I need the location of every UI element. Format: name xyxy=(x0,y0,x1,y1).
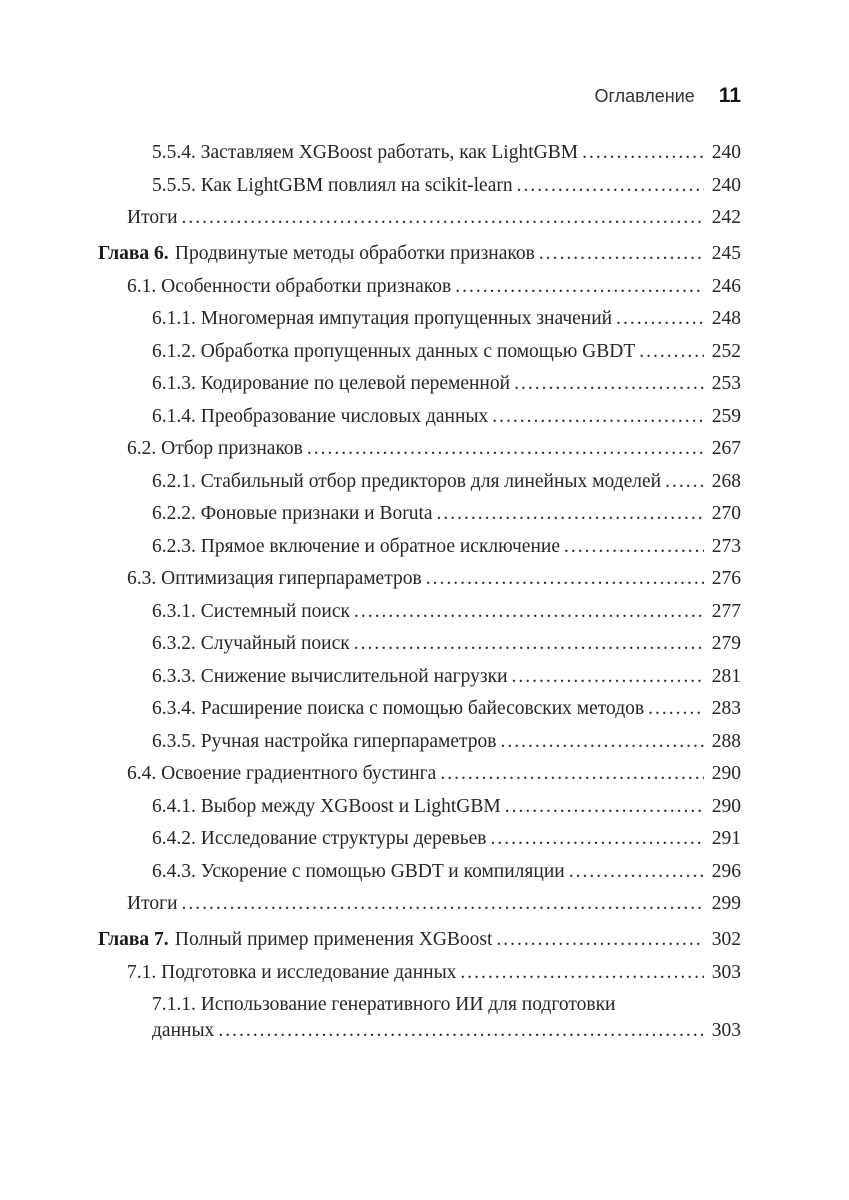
toc-entry-page: 290 xyxy=(711,763,741,784)
toc-entry xyxy=(98,207,741,229)
toc-entry xyxy=(98,731,741,753)
toc-entry xyxy=(98,175,741,197)
toc-entry xyxy=(98,698,741,720)
toc-entry-title: 6.2.1. Стабильный отбор предикторов для линейных моделей xyxy=(152,470,662,492)
toc-entry xyxy=(98,893,741,915)
dot-leader xyxy=(514,373,704,395)
dot-leader xyxy=(569,861,704,883)
toc-entry-title: 6.4.1. Выбор между XGBoost и LightGBM xyxy=(152,795,501,817)
toc-entry-title: 6.1.3. Кодирование по целевой переменной xyxy=(152,373,511,394)
toc-entry-title: 6.3.3. Снижение вычислительной нагрузки xyxy=(152,665,508,687)
dot-leader xyxy=(505,796,704,818)
toc-entry-page: 259 xyxy=(711,405,741,427)
toc-entry xyxy=(98,142,741,164)
toc-entry-page: 291 xyxy=(711,828,741,849)
toc-entry-title: 6.2. Отбор признаков xyxy=(127,438,303,459)
toc-entry-line1 xyxy=(152,994,741,1016)
toc-entry-page: 252 xyxy=(711,340,741,362)
toc-entry-title: 6.1.1. Многомерная импутация пропущенных значений xyxy=(152,308,613,329)
toc-entry xyxy=(98,994,741,1042)
toc-entry-page: 242 xyxy=(711,207,741,228)
running-head-page-number: 11 xyxy=(718,84,741,107)
dot-leader xyxy=(564,536,704,558)
toc-entry-page: 303 xyxy=(711,1020,741,1041)
toc-entry-title: 5.5.4. Заставляем XGBoost работать, как LightGBM xyxy=(152,142,579,163)
toc-entry-page: 240 xyxy=(711,142,741,163)
toc-entry xyxy=(98,243,741,265)
toc-entry-page: 268 xyxy=(711,470,741,492)
toc-entry-title: 6.1. Особенности обработки признаков xyxy=(127,275,452,297)
dot-leader xyxy=(512,666,704,688)
toc-entry-title: 6.2.3. Прямое включение и обратное исключение xyxy=(152,535,560,557)
toc-entry xyxy=(98,633,741,655)
toc-entry-page: 299 xyxy=(711,893,741,914)
chapter-prefix: Глава 7. xyxy=(98,929,169,950)
toc-entry-page: 276 xyxy=(711,568,741,589)
dot-leader xyxy=(426,568,704,590)
dot-leader xyxy=(491,828,704,850)
toc-entry-title: 6.3.4. Расширение поиска с помощью байесовских методов xyxy=(152,698,645,719)
toc-entry-title: 6.2.2. Фоновые признаки и Boruta xyxy=(152,503,433,524)
running-head xyxy=(98,84,741,108)
toc-entry xyxy=(98,861,741,883)
toc-entry xyxy=(98,763,741,785)
toc-entry xyxy=(98,373,741,395)
dot-leader xyxy=(182,893,704,915)
toc-entry-page: 288 xyxy=(711,730,741,752)
toc-entry-page: 240 xyxy=(711,174,741,196)
toc-entry-page: 296 xyxy=(711,860,741,882)
toc-entry-page: 253 xyxy=(711,373,741,394)
toc-entry-title: 6.3.2. Случайный поиск xyxy=(152,633,350,654)
dot-leader xyxy=(639,341,704,363)
toc-entry-title: Итоги xyxy=(127,893,178,914)
dot-leader xyxy=(616,308,704,330)
toc-entry-page: 277 xyxy=(711,600,741,622)
dot-leader xyxy=(582,142,704,164)
toc-entry-title: 6.1.2. Обработка пропущенных данных с помощью GBDT xyxy=(152,340,636,362)
dot-leader xyxy=(500,731,704,753)
toc-entry xyxy=(98,276,741,298)
toc-entry-title: 6.4.2. Исследование структуры деревьев xyxy=(152,828,487,849)
toc-entry xyxy=(98,666,741,688)
toc-entry xyxy=(98,962,741,984)
toc-entry-page: 279 xyxy=(711,633,741,654)
toc-entry-title-continued: данных xyxy=(152,1020,215,1041)
toc-entry xyxy=(98,796,741,818)
toc-entry xyxy=(98,406,741,428)
dot-leader xyxy=(354,633,704,655)
toc-entry-title: 6.1.4. Преобразование числовых данных xyxy=(152,405,489,427)
toc-entry xyxy=(98,568,741,590)
dot-leader xyxy=(182,207,704,229)
dot-leader xyxy=(218,1020,704,1042)
toc-entry xyxy=(98,828,741,850)
toc-entry-page: 283 xyxy=(711,698,741,719)
running-head-title: Оглавление xyxy=(594,86,695,106)
toc-entry xyxy=(98,929,741,951)
dot-leader xyxy=(440,763,704,785)
toc-entry xyxy=(98,503,741,525)
toc-entry-title: 6.3. Оптимизация гиперпараметров xyxy=(127,568,422,589)
toc-entry-title: Продвинутые методы обработки признаков xyxy=(174,243,535,264)
toc-entry-title: 6.3.1. Системный поиск xyxy=(152,600,350,622)
toc-entry-title: 5.5.5. Как LightGBM повлиял на scikit-learn xyxy=(152,174,513,196)
toc-entry xyxy=(98,341,741,363)
toc-entry-page: 290 xyxy=(711,795,741,817)
toc-entry xyxy=(98,471,741,493)
toc-entry-page: 248 xyxy=(711,308,741,329)
toc-entry-title: 7.1. Подготовка и исследование данных xyxy=(127,961,457,983)
dot-leader xyxy=(354,601,704,623)
dot-leader xyxy=(496,929,704,951)
toc-entry xyxy=(98,601,741,623)
toc-entry-title: 6.4.3. Ускорение с помощью GBDT и компиляции xyxy=(152,860,565,882)
toc-entry-title: Полный пример применения XGBoost xyxy=(174,929,493,950)
dot-leader xyxy=(455,276,704,298)
chapter-prefix: Глава 6. xyxy=(98,243,169,264)
toc-entry-page: 246 xyxy=(711,275,741,297)
dot-leader xyxy=(517,175,704,197)
toc-entry-title: 7.1.1. Использование генеративного ИИ для подготовки xyxy=(152,994,616,1015)
toc-entry-page: 281 xyxy=(711,665,741,687)
toc-entry-page: 245 xyxy=(711,243,741,264)
toc-entry-page: 267 xyxy=(711,438,741,459)
toc-entry xyxy=(98,536,741,558)
toc-entry-page: 302 xyxy=(711,929,741,950)
toc-entry-title: 6.3.5. Ручная настройка гиперпараметров xyxy=(152,730,497,752)
toc-entry-title: Итоги xyxy=(127,207,178,228)
dot-leader xyxy=(437,503,704,525)
toc-entry xyxy=(98,438,741,460)
toc-list xyxy=(98,142,741,1053)
dot-leader xyxy=(539,243,704,265)
dot-leader xyxy=(665,471,704,493)
dot-leader xyxy=(648,698,704,720)
toc-entry-line2 xyxy=(152,1020,741,1042)
dot-leader xyxy=(307,438,704,460)
toc-entry-page: 270 xyxy=(711,503,741,524)
toc-entry-title: 6.4. Освоение градиентного бустинга xyxy=(127,763,437,784)
dot-leader xyxy=(492,406,704,428)
toc-entry-page: 273 xyxy=(711,535,741,557)
toc-entry-page: 303 xyxy=(711,961,741,983)
dot-leader xyxy=(460,962,704,984)
toc-entry xyxy=(98,308,741,330)
